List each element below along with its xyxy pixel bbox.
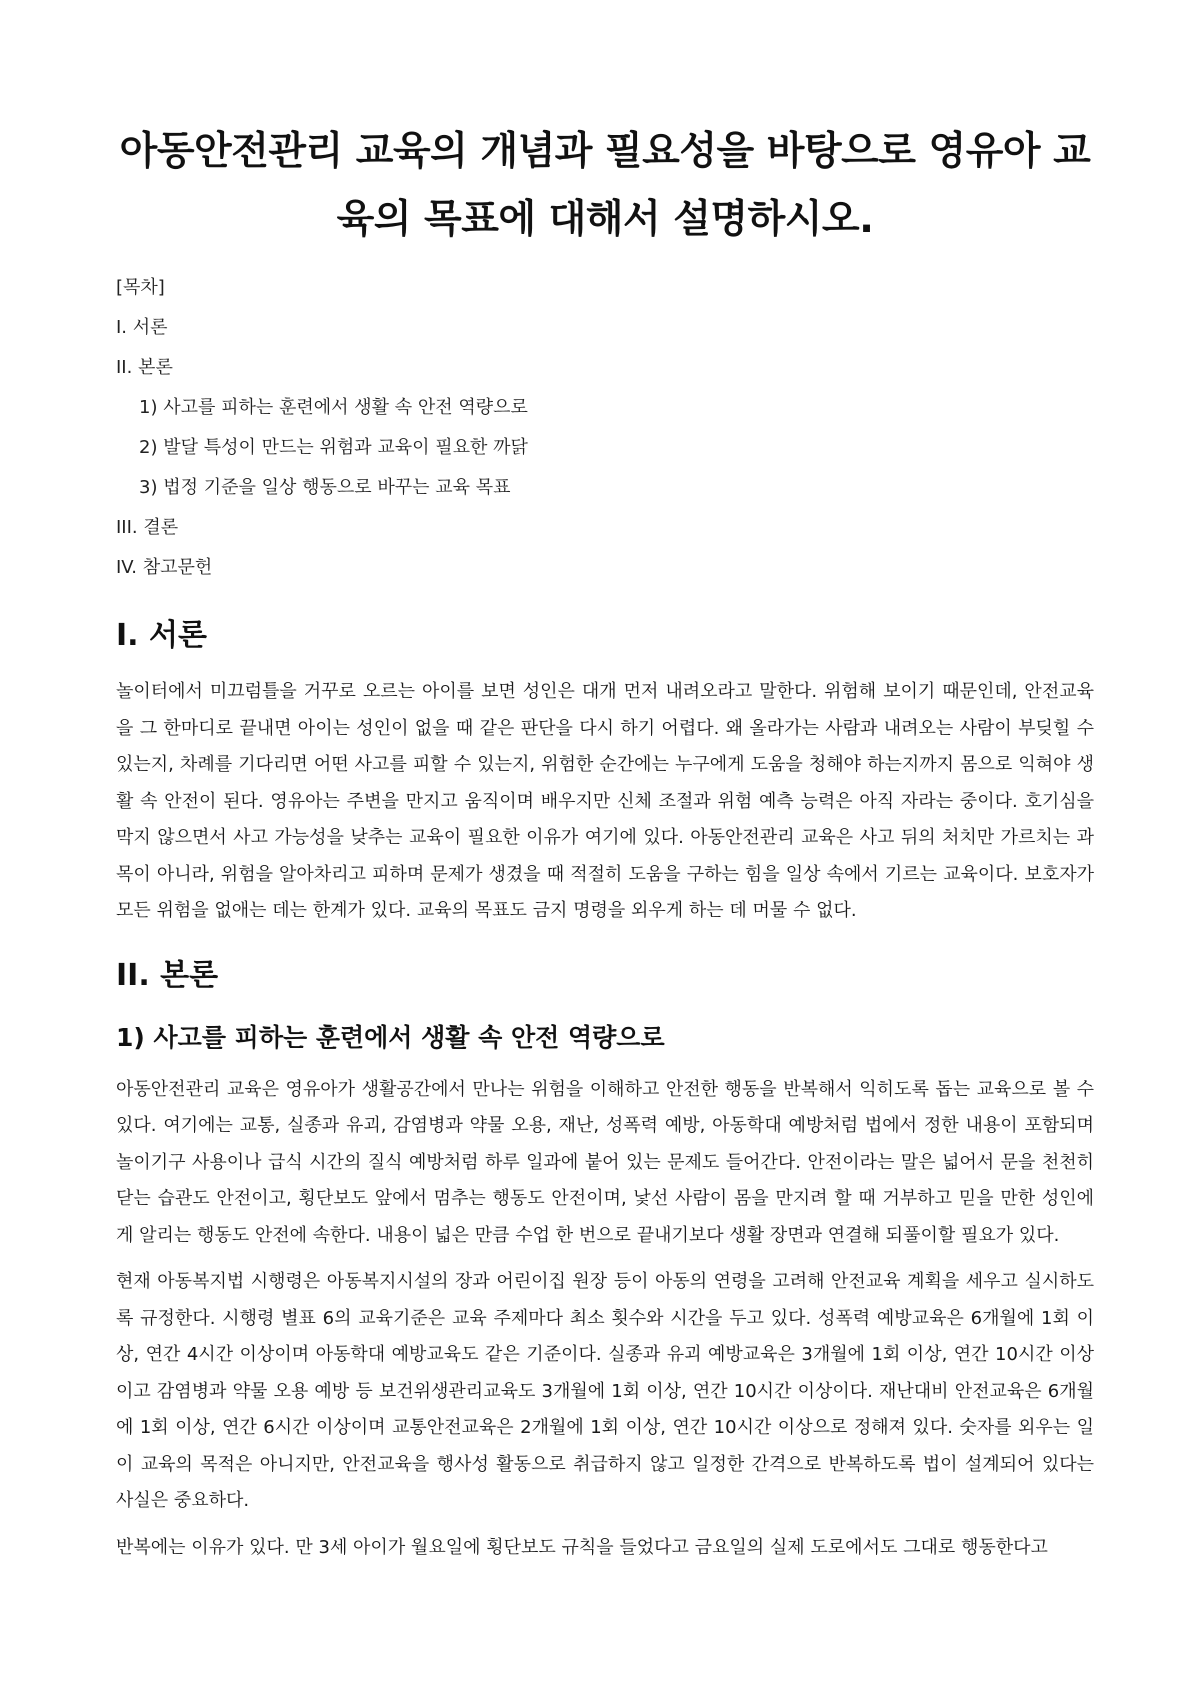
toc-item: I. 서론 — [116, 317, 168, 338]
toc-item: IV. 참고문헌 — [116, 557, 213, 578]
toc-item: III. 결론 — [116, 517, 179, 538]
table-of-contents — [116, 276, 1094, 580]
body-paragraph: 현재 아동복지법 시행령은 아동복지시설의 장과 어린이집 원장 등이 아동의 연령을 고려해 안전교육 계획을 세우고 실시하도록 규정한다. 시행령 별표 6의 교육기준은 교육 주제마다 최소 횟수와 시간을 두고 있다. 성폭력 예방교육은 6개월에 1회 이상, 연간 4시간 이상이며 아동학대 예방교육도 같은 기준이다. 실종과 유괴 예방교육은 3개월에 1회 이상, 연간 10시간 이상이고 감염병과 약물 오용 예방 등 보건위생관리교육도 3개월에 1회 이상, 연간 10시간 이상이다. 재난대비 안전교육은 6개월에 1회 이상, 연간 6시간 이상이며 교통안전교육은 2개월에 1회 이상, 연간 10시간 이상으로 정해져 있다. 숫자를 외우는 일이 교육의 목적은 아니지만, 안전교육을 행사성 활동으로 취급하지 않고 일정한 간격으로 반복하도록 법이 설계되어 있다는 사실은 중요하다. — [116, 1271, 1094, 1511]
body-paragraph: 아동안전관리 교육은 영유아가 생활공간에서 만나는 위험을 이해하고 안전한 행동을 반복해서 익히도록 돕는 교육으로 볼 수 있다. 여기에는 교통, 실종과 유괴, 감염병과 약물 오용, 재난, 성폭력 예방, 아동학대 예방처럼 법에서 정한 내용이 포함되며 놀이기구 사용이나 급식 시간의 질식 예방처럼 하루 일과에 붙어 있는 문제도 들어간다. 안전이라는 말은 넓어서 문을 천천히 닫는 습관도 안전이고, 횡단보도 앞에서 멈추는 행동도 안전이며, 낯선 사람이 몸을 만지려 할 때 거부하고 믿을 만한 성인에게 알리는 행동도 안전에 속한다. 내용이 넓은 만큼 수업 한 번으로 끝내기보다 생활 장면과 연결해 되풀이할 필요가 있다. — [116, 1078, 1094, 1246]
toc-subitem: 2) 발달 특성이 만드는 위험과 교육이 필요한 까닭 — [139, 437, 528, 458]
introduction-section — [116, 618, 1094, 930]
toc-subitem: 3) 법정 기준을 일상 행동으로 바꾸는 교육 목표 — [139, 477, 511, 498]
toc-item: II. 본론 — [116, 357, 173, 378]
toc-subitem: 1) 사고를 피하는 훈련에서 생활 속 안전 역량으로 — [139, 397, 528, 418]
subsection-heading: 1) 사고를 피하는 훈련에서 생활 속 안전 역량으로 — [116, 1022, 665, 1052]
section-heading: II. 본론 — [116, 957, 219, 993]
body-paragraph: 놀이터에서 미끄럼틀을 거꾸로 오르는 아이를 보면 성인은 대개 먼저 내려오라고 말한다. 위험해 보이기 때문인데, 안전교육을 그 한마디로 끝내면 아이는 성인이 없을 때 같은 판단을 다시 하기 어렵다. 왜 올라가는 사람과 내려오는 사람이 부딪힐 수 있는지, 차례를 기다리면 어떤 사고를 피할 수 있는지, 위험한 순간에는 누구에게 도움을 청해야 하는지까지 몸으로 익혀야 생활 속 안전이 된다. 영유아는 주변을 만지고 움직이며 배우지만 신체 조절과 위험 예측 능력은 아직 자라는 중이다. 호기심을 막지 않으면서 사고 가능성을 낮추는 교육이 필요한 이유가 여기에 있다. 아동안전관리 교육은 사고 뒤의 처치만 가르치는 과목이 아니라, 위험을 알아차리고 피하며 문제가 생겼을 때 적절히 도움을 구하는 힘을 일상 속에서 기르는 교육이다. 보호자가 모든 위험을 없애는 데는 한계가 있다. 교육의 목표도 금지 명령을 외우게 하는 데 머물 수 없다. — [116, 681, 1094, 921]
body-paragraph: 반복에는 이유가 있다. 만 3세 아이가 월요일에 횡단보도 규칙을 들었다고 금요일의 실제 도로에서도 그대로 행동한다고 — [116, 1536, 1048, 1558]
body-section — [116, 958, 1094, 1567]
document-title: 아동안전관리 교육의 개념과 필요성을 바탕으로 영유아 교육의 목표에 대해서 설명하시오. — [119, 129, 1091, 242]
section-heading: I. 서론 — [116, 618, 207, 653]
toc-label: [목차] — [116, 277, 165, 298]
